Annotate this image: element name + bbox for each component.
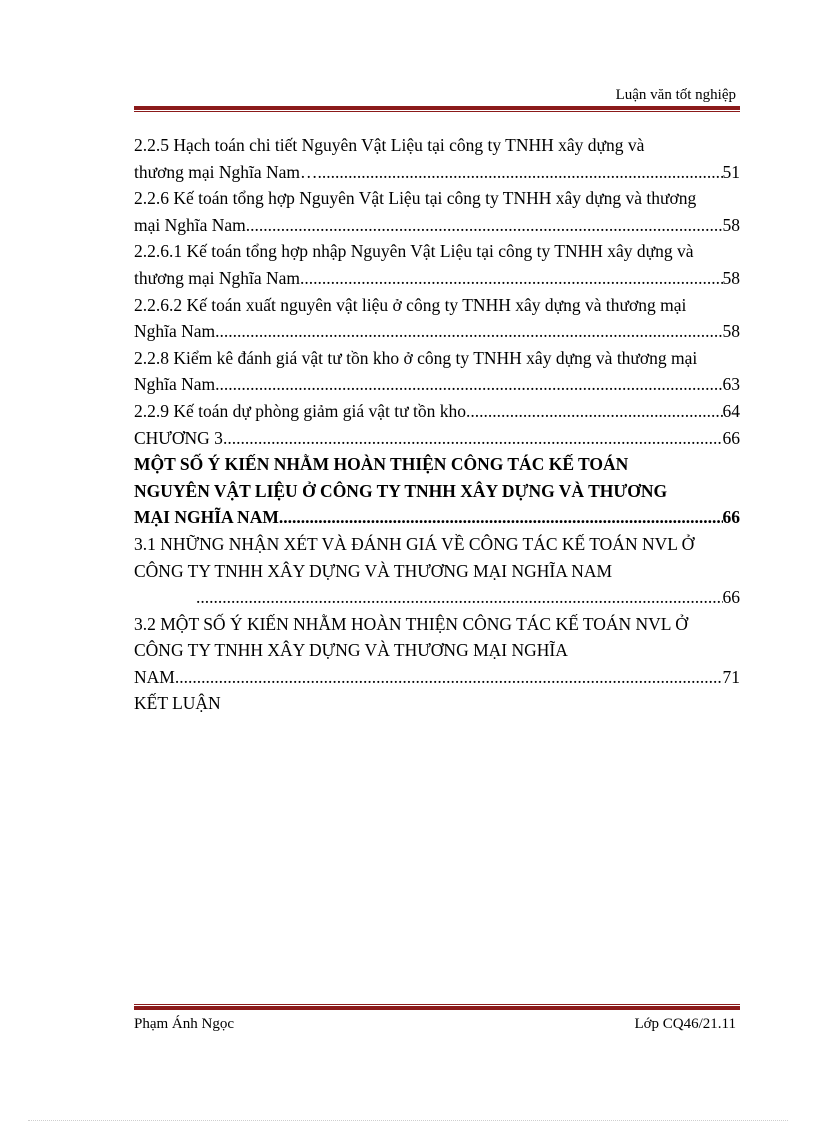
footer-rule [134, 1003, 740, 1010]
toc-entry-line: 3.2 MỘT SỐ Ý KIẾN NHẰM HOÀN THIỆN CÔNG TÁC KẾ TOÁN NVL Ở [134, 613, 688, 634]
dot-leader [223, 425, 723, 452]
toc-entry-2-2-5[interactable] [134, 132, 740, 185]
toc-entry-chapter-3[interactable] [134, 425, 740, 452]
toc-page-number: 66 [722, 587, 740, 608]
toc-page-number: 63 [722, 374, 740, 395]
dot-leader [300, 265, 722, 292]
toc-entry-line: thương mại Nghĩa Nam… [134, 161, 318, 182]
toc-page-number: 71 [722, 666, 740, 687]
toc-entry-2-2-6[interactable] [134, 185, 740, 238]
toc-page-number: 51 [722, 161, 740, 182]
toc-entry-line: 3.1 NHỮNG NHẬN XÉT VÀ ĐÁNH GIÁ VỀ CÔNG TÁC KẾ TOÁN NVL Ở [134, 533, 695, 554]
toc-entry-line: Nghĩa Nam [134, 321, 216, 342]
footer-author: Phạm Ánh Ngọc [134, 1016, 234, 1032]
header-title: Luận văn tốt nghiệp [615, 87, 736, 103]
dot-leader [466, 398, 723, 425]
toc-entry-2-2-9[interactable] [134, 398, 740, 425]
toc-entry-line: 2.2.6 Kế toán tổng hợp Nguyên Vật Liệu tại công ty TNHH xây dựng và thương [134, 188, 697, 209]
dot-leader [215, 318, 722, 345]
toc-entry-line: NAM [134, 666, 175, 687]
toc-entry-line: KẾT LUẬN [134, 693, 221, 714]
footer-class: Lớp CQ46/21.11 [634, 1016, 736, 1032]
dot-leader [279, 504, 723, 531]
toc-entry-line: 2.2.9 Kế toán dự phòng giảm giá vật tư tồn kho [134, 400, 466, 421]
toc-entry-line: 2.2.5 Hạch toán chi tiết Nguyên Vật Liệu tại công ty TNHH xây dựng và [134, 135, 645, 155]
toc-entry-2-2-6-1[interactable] [134, 238, 740, 291]
toc-entry-line: thương mại Nghĩa Nam [134, 267, 301, 288]
toc-page-number: 58 [722, 214, 740, 235]
toc-entry-3-2[interactable] [134, 611, 740, 691]
header-rule [134, 106, 740, 112]
toc-entry-2-2-8[interactable] [134, 345, 740, 398]
toc-entry-3-1[interactable] [134, 531, 740, 611]
toc-page-number: 66 [722, 427, 740, 448]
dot-leader [215, 371, 722, 398]
toc-page-number: 58 [722, 321, 740, 342]
toc-entry-line: Nghĩa Nam [134, 374, 216, 395]
dot-leader [318, 159, 723, 186]
dot-leader [175, 664, 723, 691]
toc-entry-line: NGUYÊN VẬT LIỆU Ở CÔNG TY TNHH XÂY DỰNG VÀ THƯƠNG [134, 480, 668, 501]
toc-entry-line: MẠI NGHĨA NAM [134, 507, 279, 528]
toc-entry-chapter-3-title[interactable] [134, 451, 740, 531]
dot-leader [196, 584, 723, 611]
toc-entry-line: 2.2.6.1 Kế toán tổng hợp nhập Nguyên Vật Liệu tại công ty TNHH xây dựng và [134, 241, 694, 262]
table-of-contents [134, 132, 740, 717]
toc-entry-line: 2.2.6.2 Kế toán xuất nguyên vật liệu ở công ty TNHH xây dựng và thương mại [134, 294, 687, 315]
toc-entry-line: MỘT SỐ Ý KIẾN NHẰM HOÀN THIỆN CÔNG TÁC KẾ TOÁN [134, 454, 629, 475]
toc-page-number: 64 [722, 400, 740, 421]
toc-entry-2-2-6-2[interactable] [134, 292, 740, 345]
toc-entry-line: 2.2.8 Kiểm kê đánh giá vật tư tồn kho ở công ty TNHH xây dựng và thương mại [134, 347, 698, 368]
toc-entry-line: CÔNG TY TNHH XÂY DỰNG VÀ THƯƠNG MẠI NGHĨA [134, 640, 568, 661]
page-edge [28, 1120, 788, 1121]
toc-entry-conclusion[interactable] [134, 690, 740, 717]
toc-entry-line: CHƯƠNG 3 [134, 427, 223, 448]
toc-entry-line: mại Nghĩa Nam [134, 214, 246, 235]
dot-leader [246, 212, 723, 239]
toc-page-number: 66 [722, 507, 740, 528]
toc-entry-line: CÔNG TY TNHH XÂY DỰNG VÀ THƯƠNG MẠI NGHĨA NAM [134, 560, 613, 581]
toc-page-number: 58 [722, 267, 740, 288]
